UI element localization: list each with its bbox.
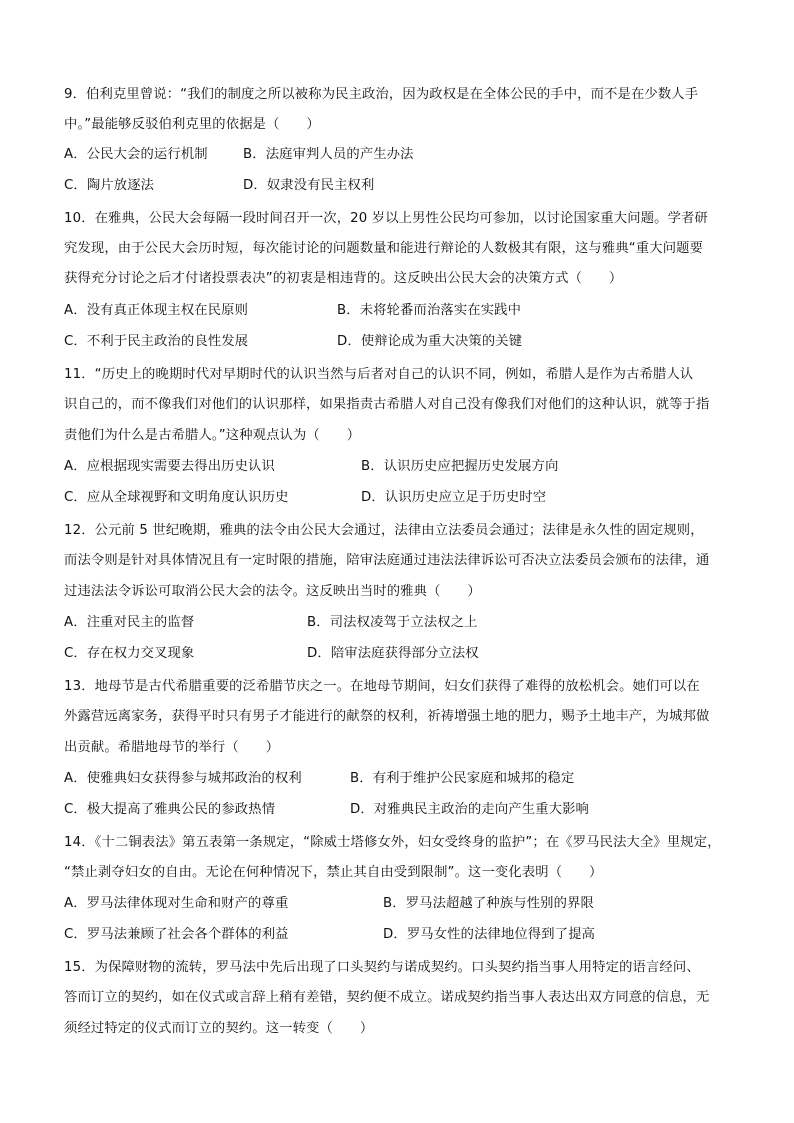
option-d: D．罗马女性的法律地位得到了提高 bbox=[383, 927, 596, 942]
question-text: 外露营远离家务，获得平时只有男子才能进行的献祭的权利，祈祷增强土地的肥力，赐予土地丰产，为城邦做 bbox=[64, 709, 710, 724]
option-c: C．存在权力交叉现象 bbox=[64, 646, 195, 661]
question-text: 识自己的，而不像我们对他们的认识那样，如果指责古希腊人对自己没有像我们对他们的这种认识，就等于指 bbox=[64, 397, 710, 412]
question-text: 出贡献。希腊地母节的举行（ ） bbox=[64, 740, 280, 755]
option-d: D．使辩论成为重大决策的关键 bbox=[337, 334, 523, 349]
question-text: 究发现，由于公民大会历时短，每次能讨论的问题数量和能进行辩论的人数极其有限，这与雅典“重大问题要 bbox=[64, 241, 704, 256]
question-text: 15．为保障财物的流转，罗马法中先后出现了口头契约与诺成契约。口头契约指当事人用特定的语言经问、 bbox=[64, 960, 700, 975]
option-b: B．罗马法超越了种族与性别的界限 bbox=[383, 896, 594, 911]
option-a: A．应根据现实需要去得出历史认识 bbox=[64, 459, 275, 474]
option-d: D．奴隶没有民主权利 bbox=[243, 178, 375, 193]
option-c: C．应从全球视野和文明角度认识历史 bbox=[64, 490, 289, 505]
question-text: 责他们为什么是古希腊人。”这种观点认为（ ） bbox=[64, 428, 361, 443]
option-a: A．公民大会的运行机制 bbox=[64, 147, 208, 162]
question-text: 13．地母节是古代希腊重要的泛希腊节庆之一。在地母节期间，妇女们获得了难得的放松机会。她们可以在 bbox=[64, 679, 700, 694]
option-d: D．认识历史应立足于历史时空 bbox=[361, 490, 547, 505]
question-text: 过违法法令诉讼可取消公民大会的法令。这反映出当时的雅典（ ） bbox=[64, 584, 481, 599]
option-c: C．不利于民主政治的良性发展 bbox=[64, 334, 249, 349]
option-c: C．极大提高了雅典公民的参政热情 bbox=[64, 802, 276, 817]
option-a: A．使雅典妇女获得参与城邦政治的权利 bbox=[64, 771, 302, 786]
question-text: 中。”最能够反驳伯利克里的依据是（ ） bbox=[64, 117, 320, 132]
option-a: A．注重对民主的监督 bbox=[64, 615, 195, 630]
option-c: C．陶片放逐法 bbox=[64, 178, 155, 193]
question-text: 获得充分讨论之后才付诸投票表决”的初衷是相违背的。这反映出公民大会的决策方式（ ） bbox=[64, 271, 623, 286]
question-text: 12．公元前 5 世纪晚期，雅典的法令由公民大会通过，法律由立法委员会通过；法律是永久性的固定规则， bbox=[64, 523, 704, 538]
option-a: A．没有真正体现主权在民原则 bbox=[64, 303, 249, 318]
question-text: 须经过特定的仪式而订立的契约。这一转变（ ） bbox=[64, 1021, 374, 1036]
option-b: B．未将轮番而治落实在实践中 bbox=[337, 303, 522, 318]
option-d: D．对雅典民主政治的走向产生重大影响 bbox=[350, 802, 589, 817]
option-d: D．陪审法庭获得部分立法权 bbox=[307, 646, 479, 661]
option-a: A．罗马法律体现对生命和财产的尊重 bbox=[64, 896, 289, 911]
question-text: 答而订立的契约，如在仪式或言辞上稍有差错，契约便不成立。诺成契约指当事人表达出双方同意的信息，无 bbox=[64, 990, 710, 1005]
question-text: 11．“历史上的晚期时代对早期时代的认识当然与后者对自己的认识不同，例如，希腊人是作为古希腊人认 bbox=[64, 367, 694, 382]
question-text: “禁止剥夺妇女的自由。无论在何种情况下，禁止其自由受到限制”。这一变化表明（ ） bbox=[64, 865, 603, 880]
question-text: 14．《十二铜表法》第五表第一条规定，“除威士塔修女外，妇女受终身的监护”；在《罗马民法大全》里规定， bbox=[64, 835, 721, 850]
question-text: 9．伯利克里曾说：“我们的制度之所以被称为民主政治，因为政权是在全体公民的手中，而不是在少数人手 bbox=[64, 87, 699, 102]
question-text: 而法令则是针对具体情况且有一定时限的措施，陪审法庭通过违法法律诉讼可否决立法委员会颁布的法律，通 bbox=[64, 553, 710, 568]
option-b: B．认识历史应把握历史发展方向 bbox=[361, 459, 559, 474]
option-b: B．司法权凌驾于立法权之上 bbox=[307, 615, 478, 630]
option-b: B．法庭审判人员的产生办法 bbox=[243, 147, 414, 162]
question-text: 10．在雅典，公民大会每隔一段时间召开一次，20 岁以上男性公民均可参加，以讨论国家重大问题。学者研 bbox=[64, 211, 708, 226]
option-c: C．罗马法兼顾了社会各个群体的利益 bbox=[64, 927, 289, 942]
option-b: B．有利于维护公民家庭和城邦的稳定 bbox=[350, 771, 575, 786]
